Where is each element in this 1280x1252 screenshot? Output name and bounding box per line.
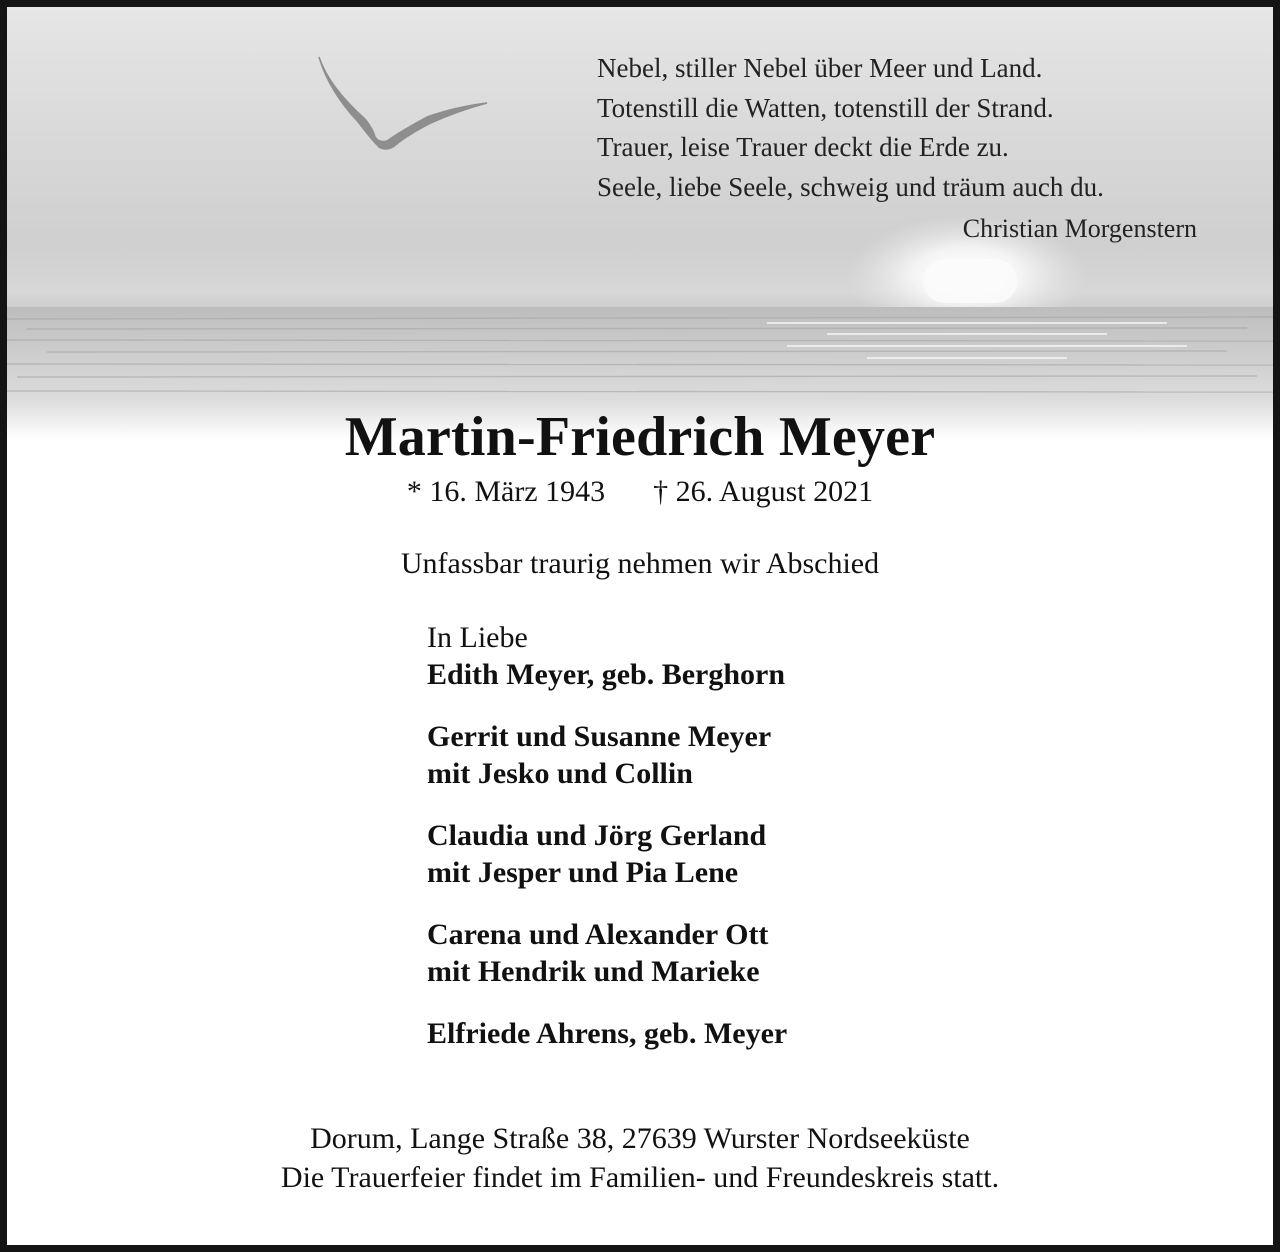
footer	[7, 1119, 1273, 1197]
mourner-name: mit Jesko und Collin	[427, 757, 693, 790]
poem-line: Trauer, leise Trauer deckt die Erde zu.	[597, 132, 1009, 162]
mourner-group	[427, 916, 787, 990]
poem-author: Christian Morgenstern	[962, 214, 1197, 243]
birth-date: * 16. März 1943	[406, 475, 606, 508]
mourner-name: Claudia und Jörg Gerland	[427, 819, 767, 852]
mourner-name: mit Jesper und Pia Lene	[427, 856, 739, 889]
poem	[597, 49, 1197, 249]
deceased-name: Martin-Friedrich Meyer	[344, 406, 936, 468]
mourner-group	[427, 1015, 787, 1052]
seagull-icon	[319, 57, 487, 149]
mourner-group	[427, 656, 787, 693]
address: Dorum, Lange Straße 38, 27639 Wurster Nordseeküste	[310, 1122, 970, 1155]
mourners-list	[427, 619, 787, 1077]
poem-line: Totenstill die Watten, totenstill der Strand.	[597, 92, 1054, 123]
mourner-name: Gerrit und Susanne Meyer	[427, 720, 772, 753]
mourners-lead: In Liebe	[427, 621, 528, 654]
life-dates	[7, 475, 1273, 509]
mourner-name: Elfriede Ahrens, geb. Meyer	[427, 1017, 788, 1050]
death-date: † 26. August 2021	[653, 475, 874, 508]
mourner-group	[427, 817, 787, 891]
mourner-name: Carena und Alexander Ott	[427, 918, 769, 951]
mourner-name: mit Hendrik und Marieke	[427, 955, 760, 988]
poem-line: Seele, liebe Seele, schweig und träum auch du.	[597, 171, 1104, 202]
mourner-name: Edith Meyer, geb. Berghorn	[427, 658, 786, 691]
funeral-note: Die Trauerfeier findet im Familien- und Freundeskreis statt.	[280, 1161, 1000, 1194]
farewell-line: Unfassbar traurig nehmen wir Abschied	[400, 547, 880, 580]
mourner-group	[427, 718, 787, 792]
poem-line: Nebel, stiller Nebel über Meer und Land.	[597, 53, 1043, 83]
